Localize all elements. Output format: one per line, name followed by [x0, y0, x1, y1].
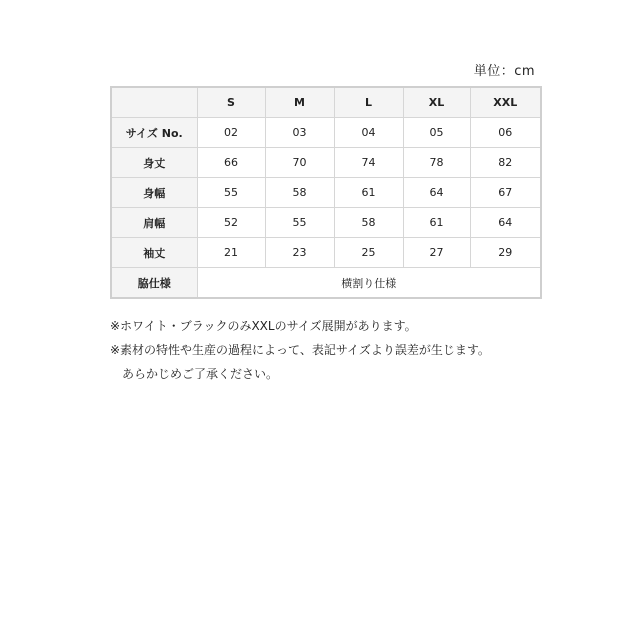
table-row-side-spec: [111, 268, 541, 299]
table-cell: 61: [403, 208, 470, 238]
table-row: [111, 238, 541, 268]
header-cell-empty: [111, 87, 197, 118]
table-cell: 25: [334, 238, 403, 268]
table-cell: 78: [403, 148, 470, 178]
table-cell: 27: [403, 238, 470, 268]
table-cell: 04: [334, 118, 403, 148]
row-label: 身丈: [111, 148, 197, 178]
header-cell-xxl: XXL: [470, 87, 541, 118]
table-cell: 06: [470, 118, 541, 148]
header-cell-m: M: [265, 87, 334, 118]
note-size-tolerance: ※素材の特性や生産の過程によって、表記サイズより誤差が生じます。: [110, 343, 490, 357]
row-label: 脇仕様: [111, 268, 197, 299]
table-cell: 74: [334, 148, 403, 178]
table-cell: 66: [197, 148, 265, 178]
table-cell: 23: [265, 238, 334, 268]
note-xxl: ※ホワイト・ブラックのみXXLのサイズ展開があります。: [110, 319, 417, 333]
header-cell-s: S: [197, 87, 265, 118]
table-cell: 64: [470, 208, 541, 238]
table-cell: 61: [334, 178, 403, 208]
table-header-row: [111, 87, 541, 118]
table-cell: 21: [197, 238, 265, 268]
table-cell: 64: [403, 178, 470, 208]
table-cell: 58: [265, 178, 334, 208]
row-label: サイズ No.: [111, 118, 197, 148]
unit-label: 単位：cm: [473, 64, 535, 79]
header-cell-l: L: [334, 87, 403, 118]
notes: [110, 314, 550, 386]
table-cell: 03: [265, 118, 334, 148]
table-cell: 67: [470, 178, 541, 208]
table-cell: 05: [403, 118, 470, 148]
table-cell: 55: [265, 208, 334, 238]
table-row: [111, 118, 541, 148]
table-cell: 52: [197, 208, 265, 238]
table-cell: 29: [470, 238, 541, 268]
table-row: [111, 178, 541, 208]
table-cell: 55: [197, 178, 265, 208]
side-spec-cell: 横割り仕様: [197, 268, 541, 299]
table-cell: 70: [265, 148, 334, 178]
table-cell: 58: [334, 208, 403, 238]
row-label: 肩幅: [111, 208, 197, 238]
table-row: [111, 148, 541, 178]
row-label: 袖丈: [111, 238, 197, 268]
table-row: [111, 208, 541, 238]
table-cell: 02: [197, 118, 265, 148]
size-table: [110, 86, 542, 299]
row-label: 身幅: [111, 178, 197, 208]
note-acknowledgement: あらかじめご了承ください。: [122, 367, 279, 381]
table-cell: 82: [470, 148, 541, 178]
header-cell-xl: XL: [403, 87, 470, 118]
